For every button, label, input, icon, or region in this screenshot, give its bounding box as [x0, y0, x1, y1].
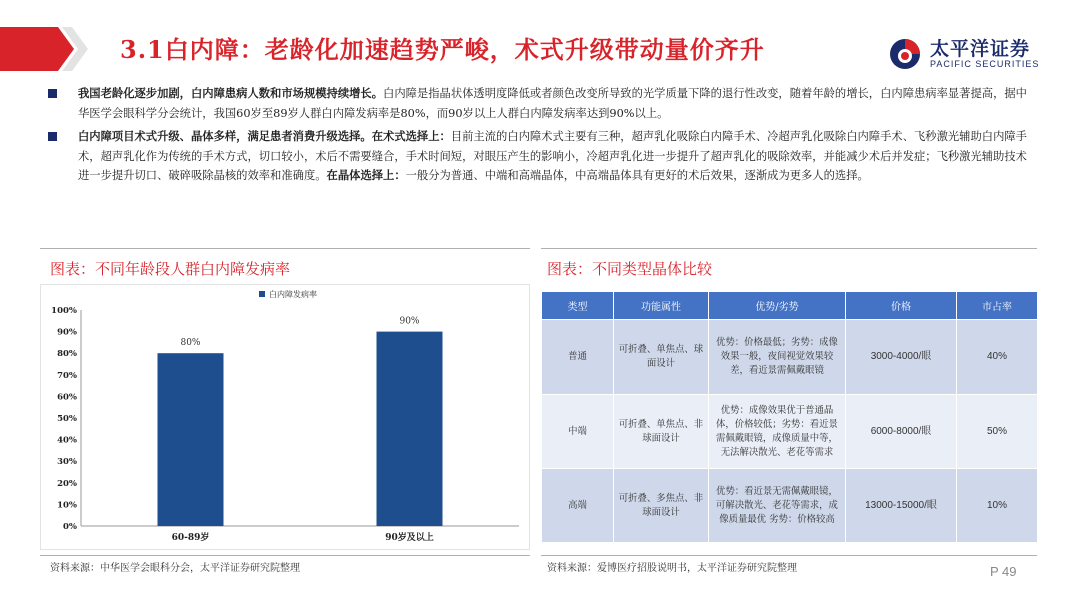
- bullet-square-icon: [48, 132, 57, 141]
- legend-label: 白内障发病率: [269, 290, 317, 299]
- y-tick-label: 90%: [57, 327, 77, 338]
- y-tick-label: 50%: [57, 414, 77, 424]
- data-bar: [158, 353, 224, 526]
- incidence-bar-chart: [40, 284, 530, 550]
- logo-text-en: PACIFIC SECURITIES: [930, 59, 1040, 69]
- bullet-body-text: 白内障是指晶状体透明度降低或者颜色改变所导致的光学质量下降的退行性改变，随着年龄的增长，白内障患病率显著提高，据中华医学会眼科学分会统计，我国60岁至89岁人群白内障发病率是80%，而90岁以上人群白内障发病率达到90%以上。: [78, 87, 1027, 120]
- cell-share: 10%: [957, 469, 1038, 543]
- table-row: [542, 395, 1038, 469]
- data-label: 90%: [399, 316, 420, 327]
- x-category-label: 60-89岁: [171, 533, 210, 543]
- data-label: 80%: [180, 338, 201, 349]
- y-tick-label: 60%: [57, 392, 77, 403]
- column-header-type: 类型: [542, 292, 614, 320]
- cell-pros-cons: 优势：价格最低；劣势：成像效果一般，夜间视觉效果较差，看近景需佩戴眼镜: [709, 320, 846, 395]
- right-source-divider: [541, 555, 1037, 556]
- cell-share: 50%: [957, 395, 1038, 469]
- cell-function: 可折叠、多焦点、非球面设计: [614, 469, 709, 543]
- y-tick-label: 0%: [63, 522, 77, 532]
- bullet-body-text: 目前主流的白内障术式主要有三种，超声乳化吸除白内障手术、冷超声乳化吸除白内障手术、飞秒激光辅助白内障手术，超声乳化作为传统的手术方式，切口较小，术后不需要缝合，手术时间短，对眼压产生的影响小，冷超声乳化进一步提升了超声乳化的吸除效率，并能减少术后并发症；飞秒激光辅助技术进一步提升切口、破碎吸除晶核的效率和准确度。: [78, 130, 1027, 183]
- table-section-title: 图表：不同类型晶体比较: [547, 260, 713, 278]
- company-logo: [886, 34, 1056, 76]
- cell-function: 可折叠、单焦点、球面设计: [614, 320, 709, 395]
- left-source-divider: [40, 555, 530, 556]
- bullet-paragraph: [48, 84, 1038, 123]
- chart-source-note: 资料来源：中华医学会眼科分会，太平洋证券研究院整理: [50, 563, 300, 574]
- chart-section-title: 图表：不同年龄段人群白内障发病率: [50, 260, 291, 278]
- y-tick-label: 70%: [57, 370, 77, 381]
- column-header-price: 价格: [846, 292, 957, 320]
- page-number: P 49: [990, 564, 1017, 579]
- bullet-bold-lead: 白内障项目术式升级、晶体多样，满足患者消费升级选择。在术式选择上：: [78, 129, 451, 144]
- cell-price: 6000-8000/眼: [846, 395, 957, 469]
- y-tick-label: 40%: [57, 435, 77, 446]
- cell-price: 13000-15000/眼: [846, 469, 957, 543]
- lens-comparison-table: [541, 291, 1038, 543]
- right-title-divider: [541, 248, 1037, 249]
- cell-type: 高端: [542, 469, 614, 543]
- x-category-label: 90岁及以上: [385, 533, 434, 543]
- cell-pros-cons: 优势：成像效果优于普通晶体，价格较低；劣势：看近景需佩戴眼镜，成像质量中等，无法解决散光、老花等需求: [709, 395, 846, 469]
- cell-pros-cons: 优势：看近景无需佩戴眼镜，可解决散光、老花等需求，成像质量最优 劣势：价格较高: [709, 469, 846, 543]
- cell-type: 普通: [542, 320, 614, 395]
- column-header-pros-cons: 优势/劣势: [709, 292, 846, 320]
- column-header-share: 市占率: [957, 292, 1038, 320]
- table-row: [542, 320, 1038, 395]
- table-header-row: [542, 292, 1038, 320]
- column-header-function: 功能属性: [614, 292, 709, 320]
- left-title-divider: [40, 248, 530, 249]
- page-title: 3.1白内障：老龄化加速趋势严峻，术式升级带动量价齐升: [120, 35, 765, 64]
- cell-share: 40%: [957, 320, 1038, 395]
- bullet-paragraph: [48, 127, 1038, 186]
- table-source-note: 资料来源：爱博医疗招股说明书，太平洋证券研究院整理: [547, 563, 797, 574]
- bullet-bold-inline: 在晶体选择上：: [326, 168, 406, 183]
- bullet-bold-lead: 我国老龄化逐步加剧，白内障患病人数和市场规模持续增长。: [78, 86, 384, 100]
- bullet-body-text: 一般分为普通、中端和高端晶体，中高端晶体具有更好的术后效果，逐渐成为更多人的选择。: [405, 169, 869, 183]
- bullet-square-icon: [48, 89, 57, 98]
- logo-mark-icon: [888, 36, 922, 72]
- chart-canvas: [41, 285, 531, 551]
- header-chevron-decoration: [0, 27, 100, 71]
- cell-price: 3000-4000/眼: [846, 320, 957, 395]
- y-tick-label: 100%: [51, 306, 77, 316]
- data-bar: [377, 332, 443, 526]
- y-tick-label: 10%: [57, 500, 77, 511]
- table-row: [542, 469, 1038, 543]
- summary-bullets: [48, 84, 1038, 186]
- y-tick-label: 80%: [57, 349, 77, 360]
- cell-type: 中端: [542, 395, 614, 469]
- logo-text-cn: 太平洋证券: [930, 38, 1031, 60]
- y-tick-label: 30%: [57, 457, 77, 468]
- legend-swatch: [259, 291, 265, 297]
- cell-function: 可折叠、单焦点、非球面设计: [614, 395, 709, 469]
- y-tick-label: 20%: [57, 478, 77, 489]
